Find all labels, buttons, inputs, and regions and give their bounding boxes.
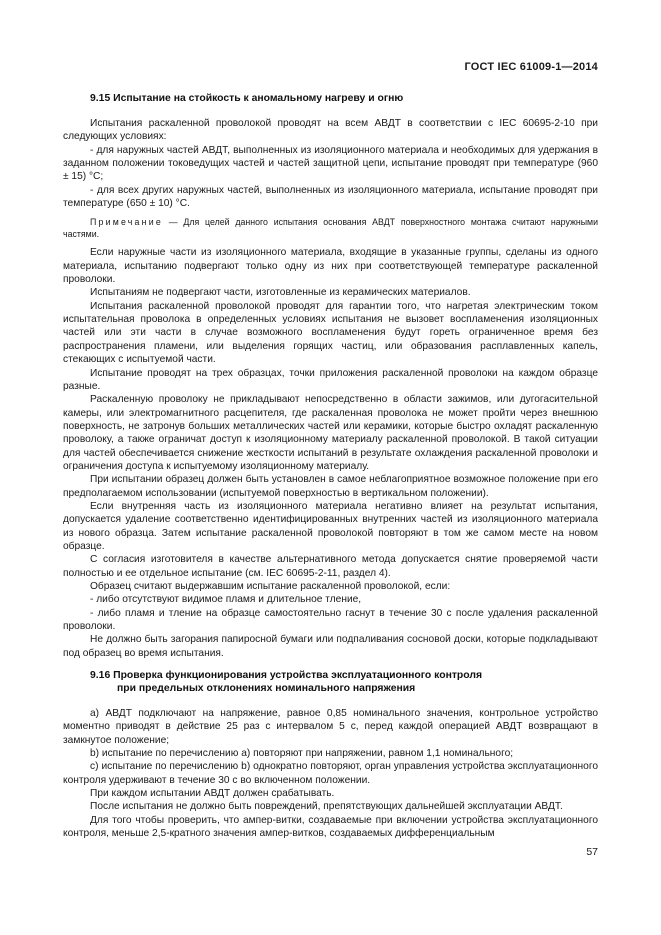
note-label: Примечание	[90, 217, 163, 228]
page-content	[63, 92, 598, 841]
section-915-paragraph-6: Испытания раскаленной проволокой проводят для гарантии того, что нагретая электрическим током испытательная проволока в определенных условиях испытания не вызовет воспламенения изоляционных частей или эти части в случае возможного воспламенения будут гореть ограниченное время без распространения пламени, или выделения горящих частиц, или образования расплавленных капель, стекающих с испытуемой части.	[63, 300, 598, 366]
section-915-paragraph-10: Если внутренняя часть из изоляционного материала негативно влияет на результат испытания, допускается удаление соответственно идентифицированных внутренних частей из изоляционного материала из нового образца. Затем испытание раскаленной проволокой повторяют в том же самом месте на новом образце.	[63, 500, 598, 552]
section-915-paragraph-4: Если наружные части из изоляционного материала, входящие в указанные группы, сделаны из одного материала, испытанию подвергают только одну из них при соответствующей температуре раскаленной проволоки.	[63, 247, 598, 286]
section-916-title-line-2: при предельных отклонениях номинального напряжения	[117, 683, 416, 695]
section-916-paragraph-3: с) испытание по перечислению b) однократно повторяют, орган управления устройства эксплуатационного контроля удерживают в течение 30 с во включенном положении.	[63, 761, 598, 786]
section-915-paragraph-2: - для наружных частей АВДТ, выполненных из изоляционного материала и необходимых для удержания в заданном положении токоведущих частей и частей защитной цепи, испытание проводят при температуре (960 ± 15) °С;	[63, 144, 598, 183]
section-916-title-line-1: 9.16 Проверка функционирования устройства эксплуатационного контроля	[90, 670, 483, 682]
section-915-paragraph-13: - либо отсутствуют видимое пламя и длительное тление,	[90, 594, 362, 606]
section-915-paragraph-8: Раскаленную проволоку не прикладывают непосредственно в области зажимов, или дугогасительной камеры, или электромагнитного расцепителя, где раскаленная проволока не может пройти через внешнюю поверхность, не затронув больших металлических частей или керамики, которые быстро охладят раскаленную проволоку, а также ограничат доступ к изоляционному материалу раскаленной проволокой. В такой ситуации для частей обеспечивается снижение жесткости испытаний в результате охлаждения раскаленной проволоки и ограничения доступа к испытуемому изоляционному материалу.	[63, 394, 598, 472]
note-text: — Для целей данного испытания основания АВДТ поверхностного монтажа считают наружными частями.	[63, 217, 598, 240]
section-915-paragraph-15: Не должно быть загорания папиросной бумаги или подпаливания сосновой доски, которые подкладывают под образец во время испытания.	[63, 634, 598, 659]
section-915-paragraph-9: При испытании образец должен быть установлен в самое неблагоприятное возможное положение при его предполагаемом использовании (испытуемой поверхностью в вертикальном положении).	[63, 474, 598, 499]
section-916-paragraph-1: а) АВДТ подключают на напряжение, равное 0,85 номинального значения, контрольное устройство моментно приводят в действие 25 раз с интервалом 5 с, перед каждой операцией АВДТ возвращают в замкнутое положение;	[63, 708, 598, 746]
section-915-paragraph-7: Испытание проводят на трех образцах, точки приложения раскаленной проволоки на каждом образце разные.	[63, 367, 598, 392]
section-915-paragraph-5: Испытаниям не подвергают части, изготовленные из керамических материалов.	[90, 287, 471, 299]
section-915-paragraph-11: С согласия изготовителя в качестве альтернативного метода допускается снятие проверяемой части полностью и ее отдельное испытание (см. IEC 60695-2-11, раздел 4).	[63, 554, 598, 579]
section-915-paragraph-3: - для всех других наружных частей, выполненных из изоляционного материала, испытание проводят при температуре (650 ± 10) °С.	[63, 184, 598, 210]
section-915-paragraph-12: Образец считают выдержавшим испытание раскаленной проволокой, если:	[90, 581, 451, 592]
section-916-paragraph-5: После испытания не должно быть повреждений, препятствующих дальнейшей эксплуатации АВДТ.	[90, 801, 563, 813]
section-916-paragraph-2: b) испытание по перечислению а) повторяют при напряжении, равном 1,1 номинального;	[90, 748, 514, 760]
section-915-paragraph-14: - либо пламя и тление на образце самостоятельно гаснут в течение 30 с после удаления раскаленной проволоки.	[63, 607, 598, 633]
page-number: 57	[586, 846, 598, 858]
note	[63, 216, 598, 240]
section-916-paragraph-6: Для того чтобы проверить, что ампер-витки, создаваемые при включении устройства эксплуатационного контроля, меньше 2,5-кратного значения ампер-витков, создаваемых дифференциальным	[63, 814, 598, 840]
section-915-paragraph-1: Испытания раскаленной проволокой проводят на всем АВДТ в соответствии с IEC 60695-2-10 при следующих условиях:	[63, 118, 598, 143]
section-915-title: 9.15 Испытание на стойкость к аномальному нагреву и огню	[90, 93, 404, 104]
section-916-title	[63, 669, 598, 695]
standard-header: ГОСТ IEC 61009-1—2014	[464, 61, 598, 73]
section-916-paragraph-4: При каждом испытании АВДТ должен срабатывать.	[90, 788, 335, 800]
